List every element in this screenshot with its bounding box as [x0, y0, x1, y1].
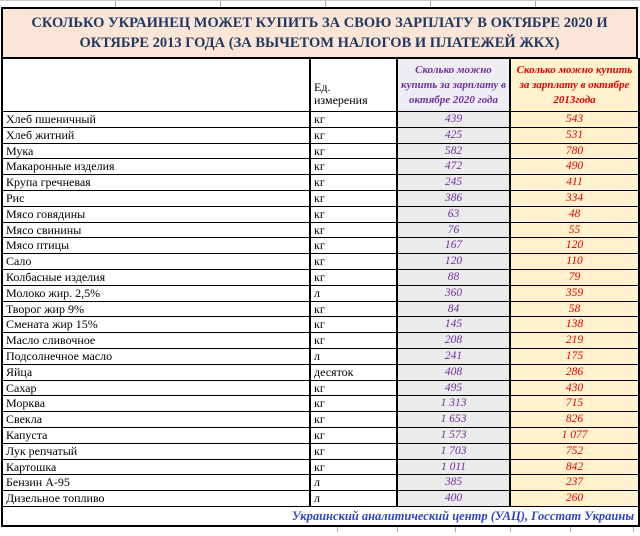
unit-cell: кг [310, 443, 397, 459]
item-cell: Мясо свинины [2, 222, 310, 238]
value-2020-cell: 360 [397, 285, 510, 301]
unit-cell: кг [310, 427, 397, 443]
unit-cell: л [310, 475, 397, 491]
value-2013-cell: 260 [510, 491, 639, 507]
item-cell: Мясо говядины [2, 206, 310, 222]
table-row [2, 190, 639, 206]
unit-cell: л [310, 491, 397, 507]
salary-2020-column-header [397, 59, 510, 112]
grid-line [510, 527, 511, 532]
value-2013-cell: 219 [510, 333, 639, 349]
value-2020-cell: 245 [397, 175, 510, 191]
value-2013-cell: 543 [510, 112, 639, 128]
value-2020-cell: 1 653 [397, 412, 510, 428]
value-2020-cell: 241 [397, 348, 510, 364]
value-2020-cell: 1 313 [397, 396, 510, 412]
table-row [2, 127, 639, 143]
table-row [2, 443, 639, 459]
value-2013-cell: 175 [510, 348, 639, 364]
value-2020-cell: 1 573 [397, 427, 510, 443]
table-row [2, 269, 639, 285]
item-cell: Хлеб пшеничный [2, 112, 310, 128]
value-2020-cell: 1 703 [397, 443, 510, 459]
value-2013-cell: 120 [510, 238, 639, 254]
salary-2013-column-header-label: Сколько можно купить за зарплату в октябре 2013года [516, 63, 633, 106]
table-row [2, 301, 639, 317]
unit-column-header [310, 59, 397, 112]
item-cell: Свекла [2, 412, 310, 428]
value-2020-cell: 385 [397, 475, 510, 491]
value-2013-cell: 79 [510, 269, 639, 285]
table-row [2, 364, 639, 380]
value-2013-cell: 1 077 [510, 427, 639, 443]
unit-cell: кг [310, 222, 397, 238]
item-column-header [2, 59, 310, 112]
item-cell: Картошка [2, 459, 310, 475]
unit-cell: кг [310, 175, 397, 191]
value-2020-cell: 145 [397, 317, 510, 333]
value-2020-cell: 167 [397, 238, 510, 254]
source-row [2, 506, 639, 526]
unit-cell: кг [310, 301, 397, 317]
item-cell: Рис [2, 190, 310, 206]
table-row [2, 427, 639, 443]
unit-cell: кг [310, 254, 397, 270]
unit-cell: л [310, 348, 397, 364]
table-row [2, 175, 639, 191]
unit-cell: кг [310, 380, 397, 396]
table-row [2, 254, 639, 270]
item-cell: Капуста [2, 427, 310, 443]
item-cell: Морква [2, 396, 310, 412]
grid-line [325, 1, 326, 7]
table-body [2, 112, 639, 507]
grid-line [633, 527, 634, 532]
item-cell: Творог жир 9% [2, 301, 310, 317]
item-cell: Масло сливочное [2, 333, 310, 349]
table-row [2, 238, 639, 254]
value-2013-cell: 430 [510, 380, 639, 396]
unit-cell: кг [310, 269, 397, 285]
value-2020-cell: 400 [397, 491, 510, 507]
item-cell: Молоко жир. 2,5% [2, 285, 310, 301]
item-cell: Лук репчатый [2, 443, 310, 459]
table-row [2, 285, 639, 301]
value-2013-cell: 48 [510, 206, 639, 222]
value-2013-cell: 531 [510, 127, 639, 143]
value-2020-cell: 84 [397, 301, 510, 317]
unit-cell: кг [310, 112, 397, 128]
value-2020-cell: 408 [397, 364, 510, 380]
table-row [2, 159, 639, 175]
value-2013-cell: 411 [510, 175, 639, 191]
value-2013-cell: 334 [510, 190, 639, 206]
table-row [2, 475, 639, 491]
item-cell: Сахар [2, 380, 310, 396]
unit-column-header-label: Ед. измерения [314, 80, 368, 107]
value-2013-cell: 752 [510, 443, 639, 459]
salary-2013-column-header [510, 59, 639, 112]
value-2013-cell: 359 [510, 285, 639, 301]
unit-cell: кг [310, 459, 397, 475]
value-2013-cell: 842 [510, 459, 639, 475]
table-row [2, 333, 639, 349]
grid-line [337, 527, 338, 532]
value-2020-cell: 63 [397, 206, 510, 222]
table-row [2, 206, 639, 222]
item-cell: Смената жир 15% [2, 317, 310, 333]
value-2013-cell: 286 [510, 364, 639, 380]
table-row [2, 317, 639, 333]
value-2020-cell: 582 [397, 143, 510, 159]
item-cell: Бензин А-95 [2, 475, 310, 491]
value-2013-cell: 826 [510, 412, 639, 428]
unit-cell: кг [310, 412, 397, 428]
table-row [2, 112, 639, 128]
value-2020-cell: 386 [397, 190, 510, 206]
grid-line [570, 527, 571, 532]
grid-line [397, 527, 398, 532]
unit-cell: кг [310, 159, 397, 175]
unit-cell: кг [310, 206, 397, 222]
salary-2020-column-header-label: Сколько можно купить за зарплату в октябре 2020 года [401, 63, 506, 106]
value-2020-cell: 439 [397, 112, 510, 128]
table-row [2, 380, 639, 396]
item-cell: Подсолнечное масло [2, 348, 310, 364]
value-2020-cell: 120 [397, 254, 510, 270]
value-2020-cell: 495 [397, 380, 510, 396]
value-2020-cell: 88 [397, 269, 510, 285]
value-2020-cell: 425 [397, 127, 510, 143]
value-2013-cell: 138 [510, 317, 639, 333]
grid-line [430, 1, 431, 7]
purchasing-power-table [1, 58, 640, 527]
item-cell: Крупа гречневая [2, 175, 310, 191]
unit-cell: десяток [310, 364, 397, 380]
value-2013-cell: 237 [510, 475, 639, 491]
unit-cell: кг [310, 143, 397, 159]
unit-cell: кг [310, 127, 397, 143]
header-row [2, 59, 639, 112]
unit-cell: л [310, 285, 397, 301]
value-2020-cell: 472 [397, 159, 510, 175]
table-row [2, 396, 639, 412]
grid-line [535, 1, 536, 7]
value-2013-cell: 58 [510, 301, 639, 317]
unit-cell: кг [310, 238, 397, 254]
table-row [2, 459, 639, 475]
value-2013-cell: 715 [510, 396, 639, 412]
unit-cell: кг [310, 333, 397, 349]
item-cell: Мясо птицы [2, 238, 310, 254]
unit-cell: кг [310, 396, 397, 412]
unit-cell: кг [310, 190, 397, 206]
table-row [2, 412, 639, 428]
item-cell: Яйца [2, 364, 310, 380]
table-title: СКОЛЬКО УКРАИНЕЦ МОЖЕТ КУПИТЬ ЗА СВОЮ ЗАРПЛАТУ В ОКТЯБРЕ 2020 И ОКТЯБРЕ 2013 ГОДА (ЗА ВЫЧЕТОМ НАЛОГОВ И ПЛАТЕЖЕЙ ЖКХ) [1, 7, 638, 59]
value-2020-cell: 208 [397, 333, 510, 349]
unit-cell: кг [310, 317, 397, 333]
item-cell: Макаронные изделия [2, 159, 310, 175]
grid-line [220, 1, 221, 7]
item-cell: Дизельное топливо [2, 491, 310, 507]
value-2013-cell: 55 [510, 222, 639, 238]
spreadsheet-grid-stubs-bottom [0, 527, 640, 532]
value-2013-cell: 110 [510, 254, 639, 270]
grid-line [115, 1, 116, 7]
spreadsheet-grid-stubs-top [0, 0, 640, 7]
value-2020-cell: 76 [397, 222, 510, 238]
source-credit: Украинский аналитический центр (УАЦ), Госстат Украины [2, 506, 639, 526]
table-row [2, 143, 639, 159]
value-2013-cell: 780 [510, 143, 639, 159]
table-row [2, 222, 639, 238]
value-2020-cell: 1 011 [397, 459, 510, 475]
table-row [2, 491, 639, 507]
value-2013-cell: 490 [510, 159, 639, 175]
item-cell: Сало [2, 254, 310, 270]
grid-line [455, 527, 456, 532]
item-cell: Хлеб житний [2, 127, 310, 143]
item-cell: Колбасные изделия [2, 269, 310, 285]
table-row [2, 348, 639, 364]
item-cell: Мука [2, 143, 310, 159]
